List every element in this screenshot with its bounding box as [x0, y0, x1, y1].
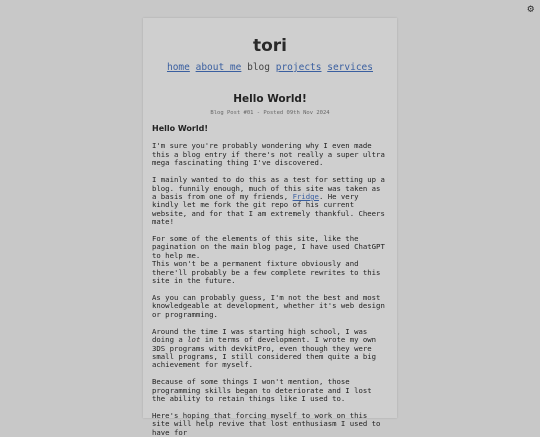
fridge-link[interactable]: Fridge: [292, 191, 319, 201]
paragraph-1: I'm sure you're probably wondering why I even made this a blog entry if there's not really a super ultra mega fascinating thing I've discovered.: [152, 141, 385, 168]
nav-home-link[interactable]: home: [166, 62, 190, 73]
post-meta: Blog Post #01 - Posted 09th Nov 2024: [210, 110, 330, 116]
post-title: Hello World!: [233, 93, 307, 105]
nav-services-link[interactable]: services: [327, 62, 373, 73]
paragraph-3: [152, 235, 388, 285]
site-title: tori: [252, 36, 288, 56]
paragraph-6: Because of some things I won't mention, those programming skills began to deteriorate and I lost the ability to retain things like I used to.: [152, 377, 372, 404]
paragraph-5: [152, 328, 388, 370]
post-body: [143, 125, 397, 437]
paragraph-3a: For some of the elements of this site, like the pagination on the main blog page, I have used ChatGPT to help me.: [152, 234, 385, 260]
paragraph-4: As you can probably guess, I'm not the best and most knowledgeable at development, whether it's web design or programming.: [152, 293, 385, 319]
nav-projects-link[interactable]: projects: [275, 62, 322, 73]
gear-icon[interactable]: ⚙: [527, 2, 534, 15]
paragraph-2-end: . He very kindly let me fork the git repo of his current website, and for that I am extremely thankful. Cheers mate!: [152, 191, 385, 227]
nav-about-link[interactable]: about me: [195, 62, 242, 73]
paragraph-5-start: Around the time I was starting high school, I was doing a: [152, 326, 368, 345]
paragraph-2: [152, 176, 388, 226]
paragraph-3b: This won't be a permanent fixture obviously and there'll probably be a few complete rewrites to this site in the future.: [152, 259, 381, 286]
paragraph-5-end: in terms of development. I wrote my own 3DS programs with devkitPro, even though they were small programs, I still considered them quite a big achievement for myself.: [152, 335, 377, 370]
nav-blog-current: blog: [247, 62, 270, 73]
post-heading: Hello World!: [152, 124, 208, 133]
page-card: [143, 18, 397, 437]
main-nav: [143, 62, 397, 73]
paragraph-2-start: I mainly wanted to do this as a test for setting up a blog. funnily enough, much of this site was taken as a basis from one of my friends,: [152, 175, 385, 201]
paragraph-7: Here's hoping that forcing myself to work on this site will help revive that lost enthusiasm I used to have for: [152, 410, 381, 437]
emphasis-lot: lot: [187, 335, 201, 345]
